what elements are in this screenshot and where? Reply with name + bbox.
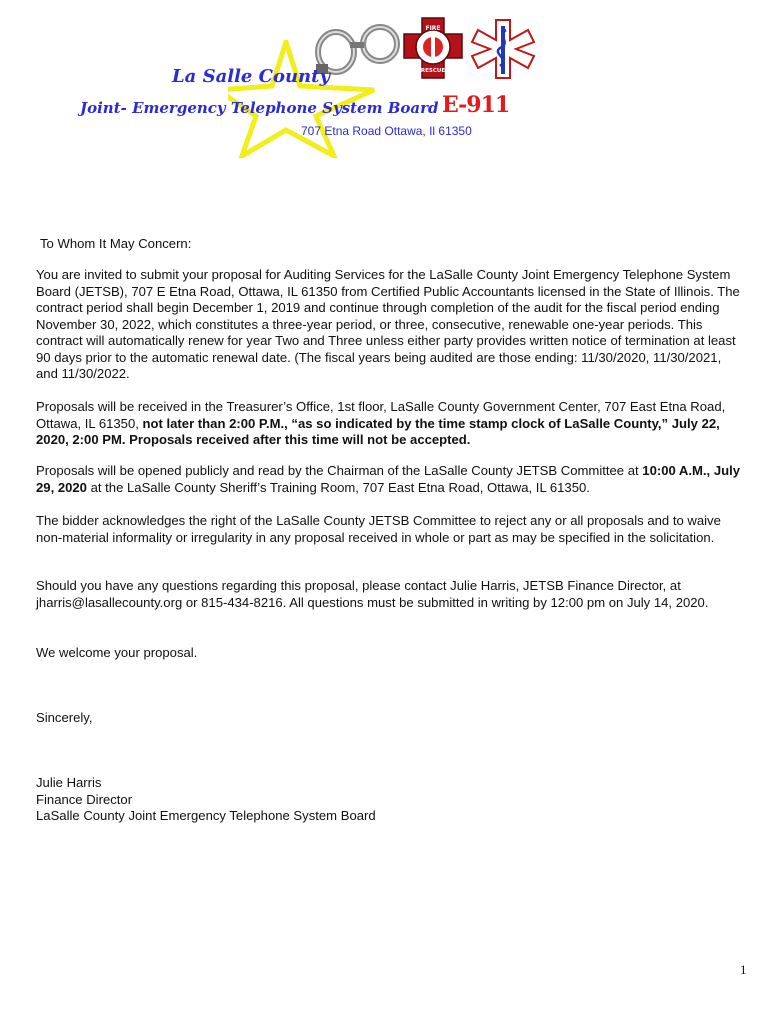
opening-text-a: Proposals will be opened publicly and read by the Chairman of the LaSalle County JETSB Committee at [36, 463, 643, 478]
letterhead-address: 707 Etna Road Ottawa, Il 61350 [301, 124, 472, 138]
page-number: 1 [740, 962, 747, 977]
fire-rescue-badge-icon [402, 16, 464, 80]
fire-badge-top-text: FIRE [425, 25, 441, 32]
county-title: La Salle County [172, 66, 330, 87]
opening-datetime: 10:00 A.M., July 29, 2020 [36, 463, 741, 495]
opening-text-b: at the LaSalle County Sheriff’s Training Room, 707 East Etna Road, Ottawa, IL 61350. [86, 479, 590, 495]
star-of-life-icon [470, 16, 536, 82]
paragraph-welcome: We welcome your proposal. [36, 645, 198, 660]
submission-deadline-text: not later than 2:00 P.M., “as so indicated by the time stamp clock of LaSalle County,” July 22, 2020, 2:00 PM. Proposals received after this time will not be accepted. [36, 415, 720, 447]
board-title: Joint- Emergency Telephone System Board [80, 99, 439, 117]
e911-title: E-911 [442, 92, 510, 118]
signature-block [36, 775, 746, 825]
fire-badge-bottom-text: RESCUE [420, 68, 446, 74]
submission-location-text: Proposals will be received in the Treasurer’s Office, 1st floor, LaSalle County Government Center, 707 East Etna Road, Ottawa, IL 61350, [36, 399, 726, 431]
paragraph-rights: The bidder acknowledges the right of the LaSalle County JETSB Committee to reject any or all proposals and to waive non-material informality or irregularity in any proposal received in whole or part as may be specified in the solicitation. [36, 513, 721, 545]
signer-name: Julie Harris [36, 775, 102, 790]
signer-organization: LaSalle County Joint Emergency Telephone System Board [36, 808, 376, 823]
paragraph-questions: Should you have any questions regarding this proposal, please contact Julie Harris, JETSB Finance Director, at jharris@lasallecounty.org or 815-434-8216. All questions must be submitted in writing by 12:00 pm on July 14, 2020. [36, 578, 709, 610]
signer-title: Finance Director [36, 791, 133, 807]
paragraph-invitation: You are invited to submit your proposal for Auditing Services for the LaSalle County Joint Emergency Telephone System Board (JETSB), 707 E Etna Road, Ottawa, IL 61350 from Certified Public Accountants licensed in the State of Illinois. The contract period shall begin December 1, 2019 and continue through completion of the audit for the fiscal period ending November 30, 2022, which constitutes a three-year period, or three, consecutive, renewable one-year periods. This contract will automatically renew for year Two and Three unless either party provides written notice of termination at least 90 days prior to the automatic renewal date. (The fiscal years being audited are those ending: 11/30/2020, 11/30/2021, and 11/30/2022. [36, 267, 740, 381]
paragraph-submission [36, 399, 746, 449]
paragraph-opening [36, 463, 746, 496]
greeting: To Whom It May Concern: [40, 236, 192, 251]
closing: Sincerely, [36, 710, 93, 725]
